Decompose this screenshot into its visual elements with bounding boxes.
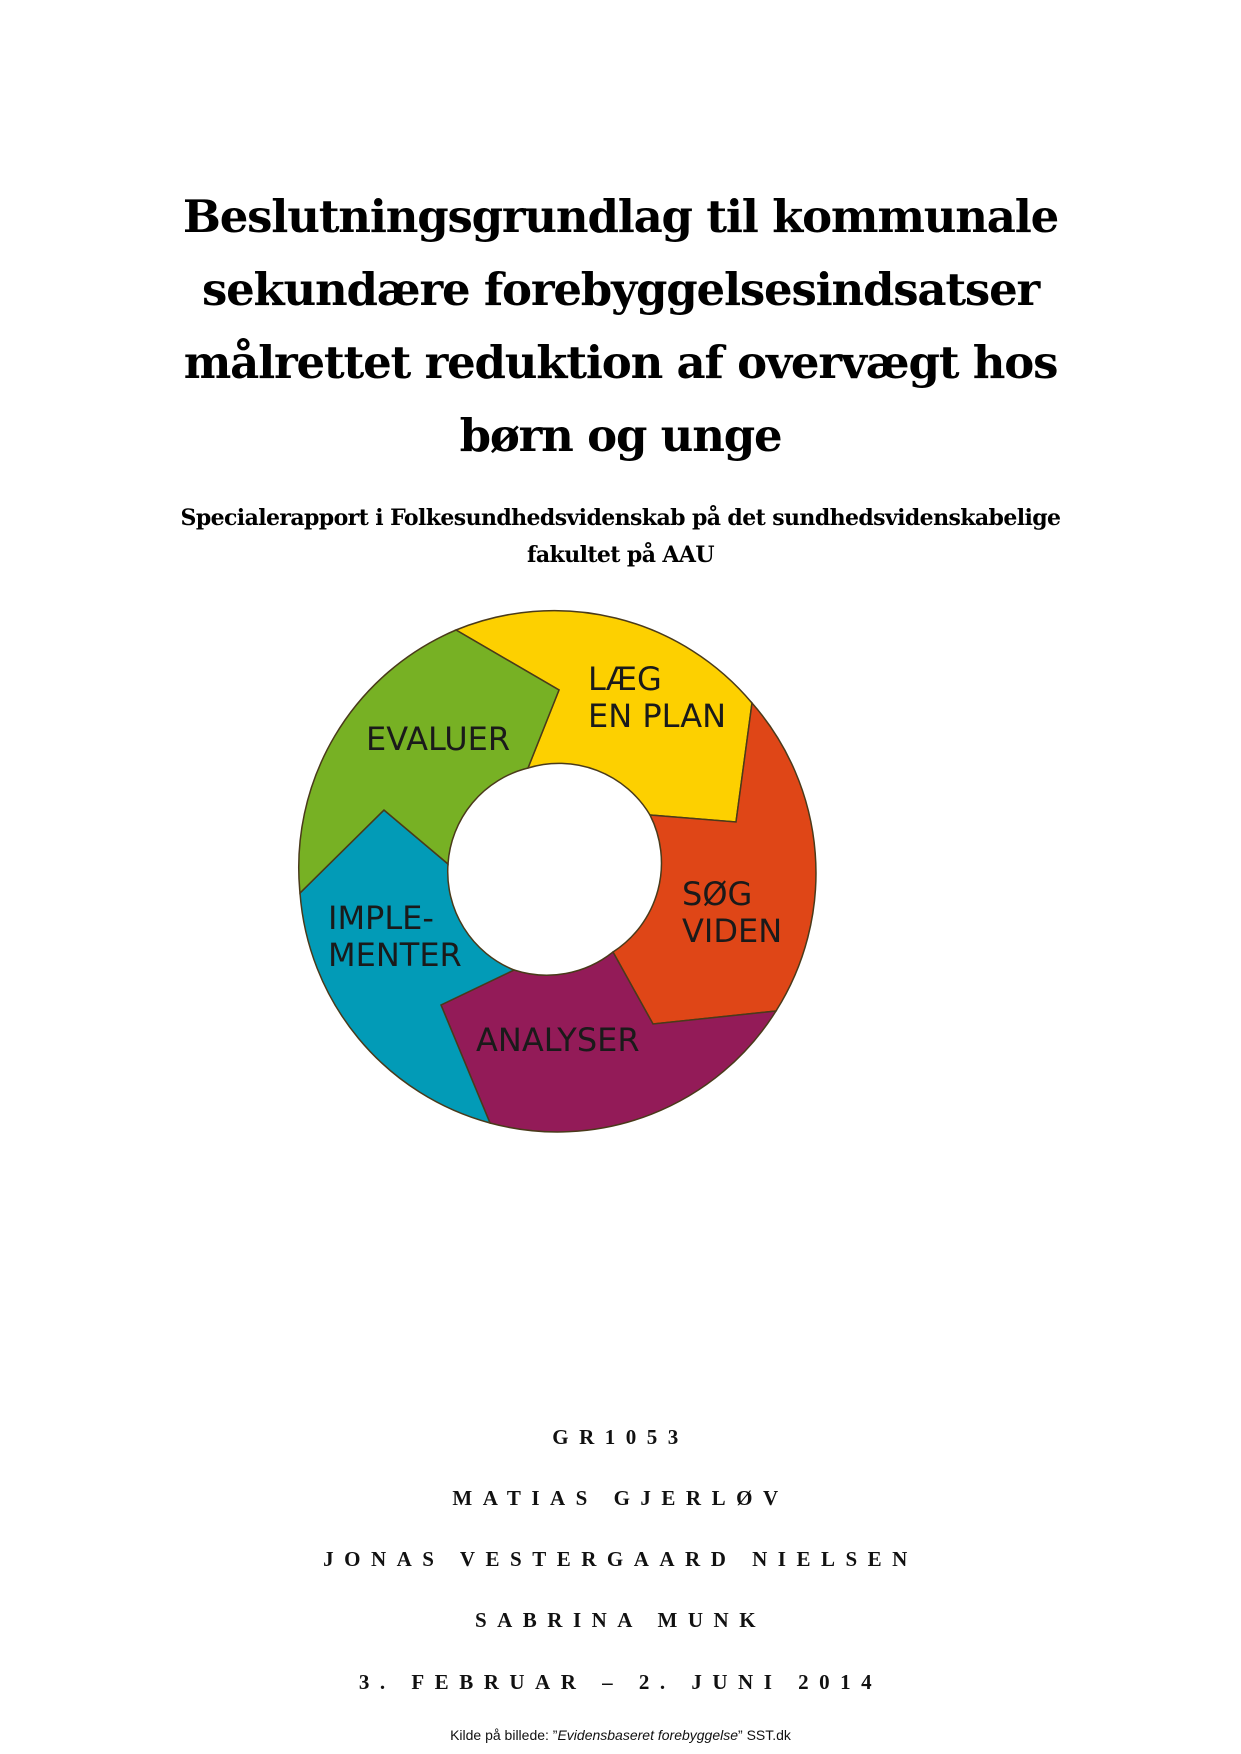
label-plan-line-2: EN PLAN bbox=[588, 697, 727, 735]
label-search-line-1: SØG bbox=[682, 875, 753, 913]
caption-source-title: Evidensbaseret forebyggelse bbox=[557, 1727, 739, 1743]
title-line-2: sekundære forebyggelsesindsatser bbox=[201, 263, 1040, 316]
image-source-caption bbox=[0, 1727, 1241, 1743]
label-analyse: ANALYSER bbox=[476, 1021, 640, 1059]
report-title bbox=[100, 180, 1141, 472]
label-implement-line-1: IMPLE- bbox=[328, 899, 434, 937]
title-line-1: Beslutningsgrundlag til kommunale bbox=[182, 190, 1059, 243]
label-implement-line-2: MENTER bbox=[328, 936, 462, 974]
subtitle-line-1: Specialerapport i Folkesundhedsvidenskab på det sundhedsvidenskabelige bbox=[180, 505, 1061, 531]
caption-suffix: ” SST.dk bbox=[738, 1727, 791, 1743]
label-search-line-2: VIDEN bbox=[682, 912, 783, 950]
report-subtitle bbox=[100, 500, 1141, 574]
label-evaluate: EVALUER bbox=[366, 720, 511, 758]
evidence-cycle-diagram bbox=[280, 595, 840, 1155]
title-line-3: målrettet reduktion af overvægt hos bbox=[183, 336, 1058, 389]
report-period: 3. FEBRUAR – 2. JUNI 2014 bbox=[358, 1670, 883, 1694]
caption-prefix: Kilde på billede: ” bbox=[450, 1727, 558, 1743]
subtitle-line-2: fakultet på AAU bbox=[527, 542, 714, 568]
group-number: GR1053 bbox=[552, 1425, 689, 1449]
label-plan-line-1: LÆG bbox=[588, 660, 662, 698]
author-2: JONAS VESTERGAARD NIELSEN bbox=[323, 1547, 918, 1571]
author-1: MATIAS GJERLØV bbox=[452, 1486, 789, 1510]
author-3: SABRINA MUNK bbox=[474, 1608, 767, 1632]
title-line-4: børn og unge bbox=[459, 409, 782, 462]
